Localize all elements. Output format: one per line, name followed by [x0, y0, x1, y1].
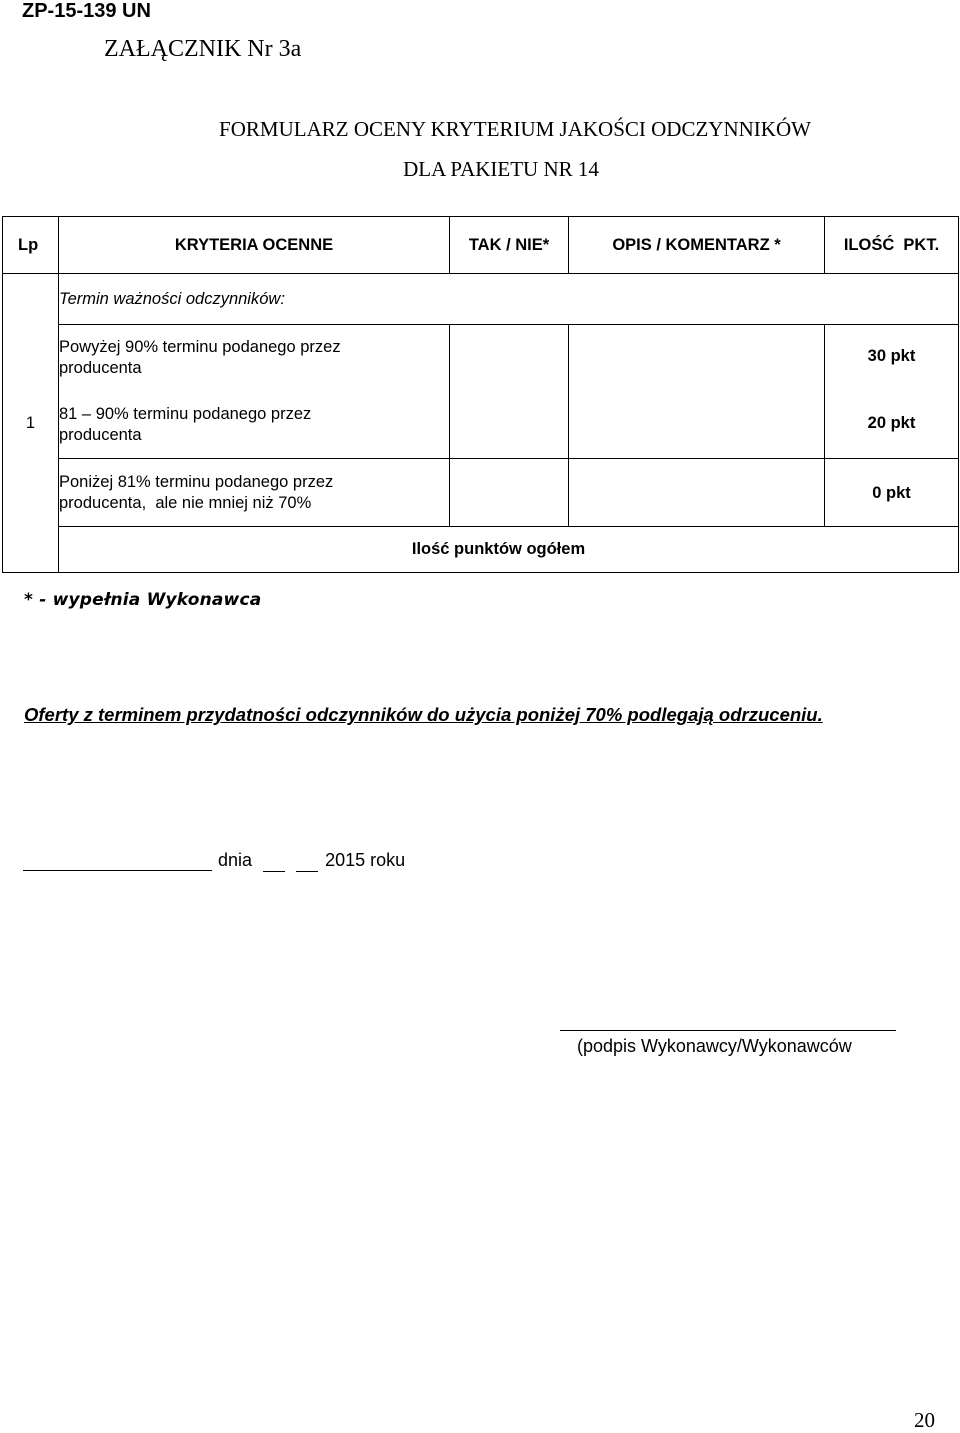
- evaluation-table: [2, 216, 959, 573]
- criterion-2: [59, 404, 311, 446]
- header-comment: OPIS / KOMENTARZ *: [569, 217, 825, 274]
- header-lp: Lp: [3, 217, 59, 274]
- day-blank[interactable]: [263, 850, 285, 872]
- section-title: Termin ważności odczynników:: [59, 274, 959, 325]
- page-number: 20: [914, 1408, 935, 1432]
- criteria-cell-bottom: [59, 459, 450, 527]
- signature-label: (podpis Wykonawcy/Wykonawców: [577, 1036, 852, 1056]
- row-number: 1: [3, 274, 59, 573]
- points-cell-top: [825, 325, 959, 459]
- criteria-cell-top: [59, 325, 450, 459]
- annex-label: ZAŁĄCZNIK Nr 3a: [104, 36, 302, 62]
- document-code: ZP-15-139 UN: [22, 0, 151, 22]
- comment-cell-bottom[interactable]: [569, 459, 825, 527]
- month-blank[interactable]: [296, 850, 318, 872]
- footnote: * - wypełnia Wykonawca: [24, 590, 262, 610]
- criterion-1-line1: Powyżej 90% terminu podanego przez: [59, 338, 341, 356]
- header-yes-no: TAK / NIE*: [450, 217, 569, 274]
- criteria-row: [3, 325, 959, 459]
- table-header-row: [3, 217, 959, 274]
- criterion-3-line2: producenta, ale nie mniej niż 70%: [59, 493, 312, 512]
- criterion-1-line2: producenta: [59, 359, 142, 377]
- comment-cell-top[interactable]: [569, 325, 825, 459]
- form-subtitle: DLA PAKIETU NR 14: [403, 157, 599, 181]
- year-label: 2015 roku: [325, 850, 406, 870]
- header-criteria: KRYTERIA OCENNE: [59, 217, 450, 274]
- rejection-note: Oferty z terminem przydatności odczynników do użycia poniżej 70% podlegają odrzuceniu.: [24, 704, 823, 725]
- criterion-2-line2: producenta: [59, 426, 142, 444]
- criteria-row: [3, 459, 959, 527]
- signature-line[interactable]: [560, 1030, 896, 1031]
- points-30: 30 pkt: [867, 347, 916, 365]
- points-0: 0 pkt: [825, 459, 959, 527]
- section-row: [3, 274, 959, 325]
- yes-no-cell-top[interactable]: [450, 325, 569, 459]
- points-20: 20 pkt: [867, 414, 916, 432]
- form-title: FORMULARZ OCENY KRYTERIUM JAKOŚCI ODCZYNNIKÓW: [219, 117, 811, 141]
- criterion-2-line1: 81 – 90% terminu podanego przez: [59, 405, 312, 423]
- header-points: [825, 217, 959, 274]
- yes-no-cell-bottom[interactable]: [450, 459, 569, 527]
- criterion-3-line1: Poniżej 81% terminu podanego przez: [59, 472, 334, 491]
- total-label: Ilość punktów ogółem: [59, 527, 959, 573]
- date-place-line[interactable]: [23, 870, 212, 871]
- header-points-label: ILOŚĆ PKT.: [843, 235, 940, 254]
- dnia-label: dnia: [218, 850, 253, 870]
- date-text: [218, 850, 405, 872]
- criterion-1: [59, 337, 341, 379]
- total-row: [3, 527, 959, 573]
